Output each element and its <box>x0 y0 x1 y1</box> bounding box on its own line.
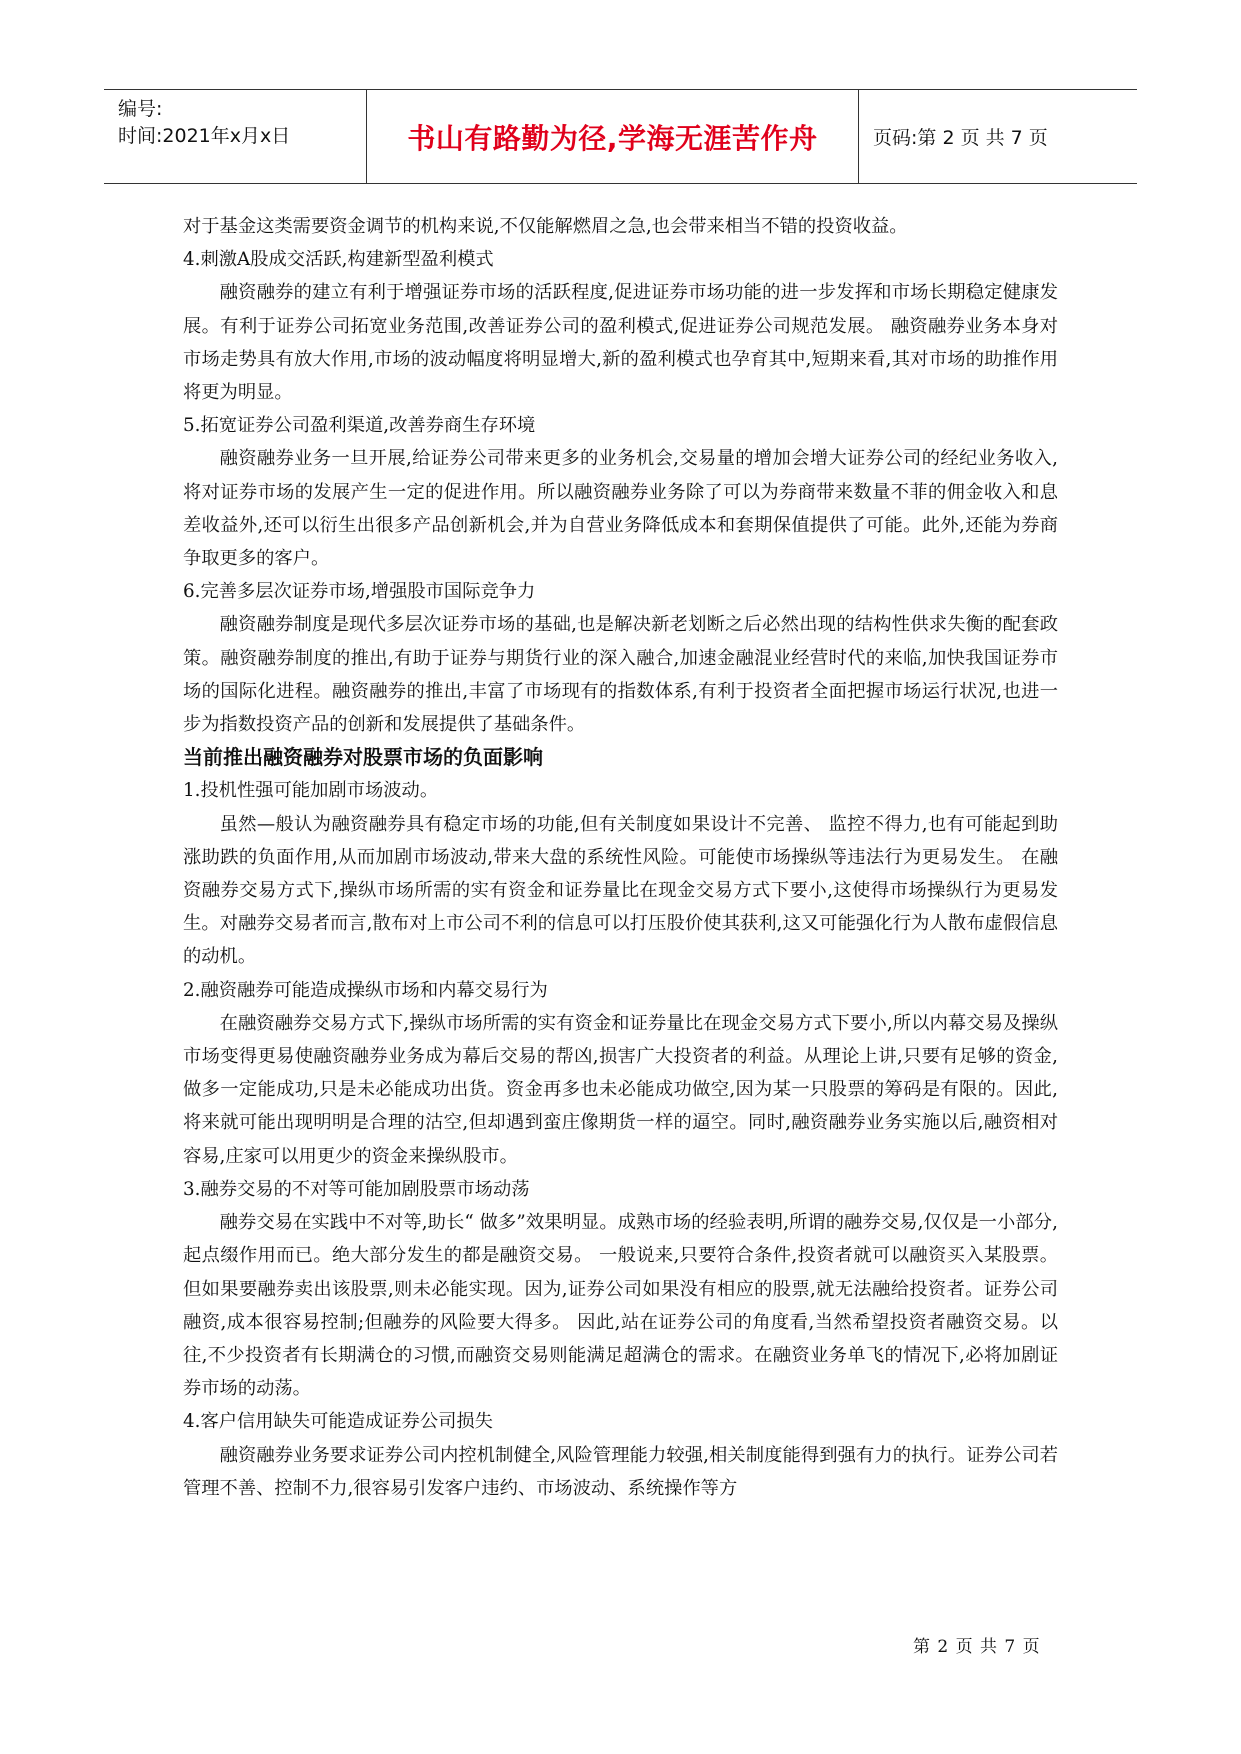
paragraph: 融资融券业务要求证券公司内控机制健全,风险管理能力较强,相关制度能得到强有力的执行。证券公司若管理不善、控制不力,很容易引发客户违约、市场波动、系统操作等方 <box>183 1444 1058 1499</box>
document-number-label: 编号: <box>118 98 163 120</box>
item-heading: 1.投机性强可能加剧市场波动。 <box>183 780 439 802</box>
page-footer: 第 2 页 共 7 页 <box>913 1637 1041 1657</box>
item-heading: 5.拓宽证券公司盈利渠道,改善券商生存环境 <box>183 415 536 437</box>
header-meta <box>104 90 367 183</box>
paragraph: 融资融券的建立有利于增强证券市场的活跃程度,促进证券市场功能的进一步发挥和市场长期稳定健康发展。有利于证券公司拓宽业务范围,改善证券公司的盈利模式,促进证券公司规范发展。 融资融券业务本身对市场走势具有放大作用,市场的波动幅度将明显增大,新的盈利模式也孕育其中,短期来看,其对市场的助推作用将更为明显。 <box>183 282 1058 404</box>
item-heading: 2.融资融券可能造成操纵市场和内幕交易行为 <box>183 979 548 1001</box>
paragraph: 融券交易在实践中不对等,助长“ 做多”效果明显。成熟市场的经验表明,所谓的融券交易,仅仅是一小部分,起点缀作用而已。绝大部分发生的都是融资交易。 一般说来,只要符合条件,投资者就可以融资买入某股票。但如果要融券卖出该股票,则未必能实现。因为,证券公司如果没有相应的股票,就无法融给投资者。证券公司融资,成本很容易控制;但融券的风险要大得多。 因此,站在证券公司的角度看,当然希望投资者融资交易。以往,不少投资者有长期满仓的习惯,而融资交易则能满足超满仓的需求。在融资业务单飞的情况下,必将加剧证券市场的动荡。 <box>183 1212 1058 1400</box>
header-page-number: 页码:第 2 页 共 7 页 <box>873 127 1048 149</box>
header-motto: 书山有路勤为径,学海无涯苦作舟 <box>367 90 859 183</box>
item-heading: 4.刺激A股成交活跃,构建新型盈利模式 <box>183 249 494 271</box>
document-body <box>183 210 1058 1505</box>
item-heading: 4.客户信用缺失可能造成证券公司损失 <box>183 1411 493 1433</box>
section-title: 当前推出融资融券对股票市场的负面影响 <box>183 745 543 770</box>
paragraph: 在融资融券交易方式下,操纵市场所需的实有资金和证券量比在现金交易方式下要小,所以内幕交易及操纵市场变得更易使融资融券业务成为幕后交易的帮凶,损害广大投资者的利益。从理论上讲,只要有足够的资金,做多一定能成功,只是未必能成功出货。资金再多也未必能成功做空,因为某一只股票的筹码是有限的。因此,将来就可能出现明明是合理的沽空,但却遇到蛮庄像期货一样的逼空。同时,融资融券业务实施以后,融资相对容易,庄家可以用更少的资金来操纵股市。 <box>183 1012 1058 1167</box>
paragraph: 对于基金这类需要资金调节的机构来说,不仅能解燃眉之急,也会带来相当不错的投资收益。 <box>183 216 908 237</box>
item-heading: 3.融券交易的不对等可能加剧股票市场动荡 <box>183 1178 530 1200</box>
item-heading: 6.完善多层次证券市场,增强股市国际竞争力 <box>183 581 536 603</box>
page-header <box>104 89 1137 184</box>
paragraph: 融资融券制度是现代多层次证券市场的基础,也是解决新老划断之后必然出现的结构性供求失衡的配套政策。融资融券制度的推出,有助于证券与期货行业的深入融合,加速金融混业经营时代的来临,加快我国证券市场的国际化进程。融资融券的推出,丰富了市场现有的指数体系,有利于投资者全面把握市场运行状况,也进一步为指数投资产品的创新和发展提供了基础条件。 <box>183 614 1058 736</box>
document-time-label: 时间:2021年x月x日 <box>118 125 291 147</box>
paragraph: 融资融券业务一旦开展,给证券公司带来更多的业务机会,交易量的增加会增大证券公司的经纪业务收入,将对证券市场的发展产生一定的促进作用。所以融资融券业务除了可以为券商带来数量不菲的佣金收入和息差收益外,还可以衍生出很多产品创新机会,并为自营业务降低成本和套期保值提供了可能。此外,还能为券商争取更多的客户。 <box>183 448 1058 570</box>
paragraph: 虽然—般认为融资融券具有稳定市场的功能,但有关制度如果设计不完善、 监控不得力,也有可能起到助涨助跌的负面作用,从而加剧市场波动,带来大盘的系统性风险。可能使市场操纵等违法行为更易发生。 在融资融券交易方式下,操纵市场所需的实有资金和证券量比在现金交易方式下要小,这使得市场操纵行为更易发生。对融券交易者而言,散布对上市公司不利的信息可以打压股价使其获利,这又可能强化行为人散布虚假信息的动机。 <box>183 813 1058 968</box>
